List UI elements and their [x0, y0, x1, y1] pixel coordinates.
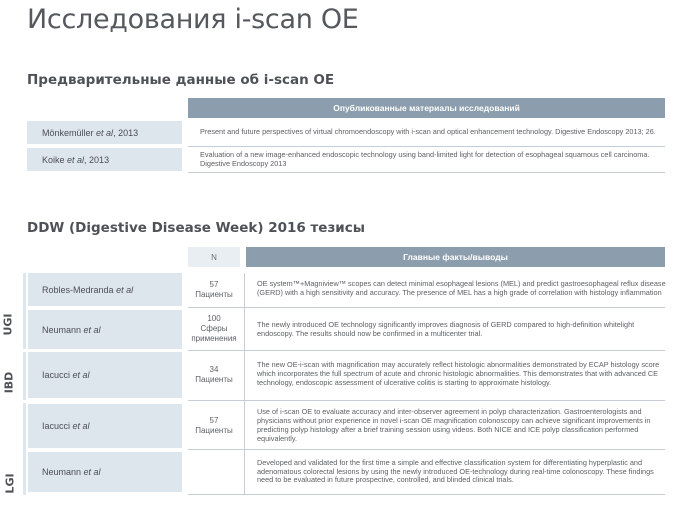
patient-count — [188, 452, 240, 492]
group-label-ibd: IBD — [2, 371, 16, 394]
abstract-conclusion: Developed and validated for the first time a simple and effective classification system for differentiating hyperplastic and adenomatous colorectal lesions by using the newly introduced OE-technology during real-time colonoscopy. These findings need to be evaluated in future prospective, controlled, and blinded clinical trials. — [257, 457, 654, 485]
study-author-cell — [27, 148, 182, 171]
study-author-cell — [27, 121, 182, 144]
abstract-author-cell — [28, 352, 182, 398]
facts-column-header: Главные факты/выводы — [246, 247, 665, 267]
row-divider — [188, 172, 665, 173]
study-citation: Present and future perspectives of virtual chromoendoscopy with i-scan and optical enhancement technology. Digestive Endoscopy 2013; 26. — [200, 127, 656, 137]
author-year: , 2013 — [113, 127, 139, 138]
abstract-author-cell — [28, 310, 182, 349]
group-label-lgi: LGI — [3, 473, 17, 494]
group-bar-lgi — [23, 403, 26, 495]
row-divider — [188, 494, 665, 495]
group-bar-ibd — [23, 352, 26, 400]
column-divider — [244, 273, 245, 495]
author-name: Neumann — [42, 467, 82, 477]
et-al: et al — [83, 467, 101, 477]
row-divider — [188, 307, 665, 308]
abstract-conclusion: OE system™+Magniview™ scopes can detect minimal esophageal lesions (MEL) and predict gastroesophageal reflux disease (GERD) with a high sensitivity and accuracy. The presence of MEL has a high grade of correlation with histology inflammation — [257, 279, 666, 297]
et-al: et al — [67, 154, 85, 165]
patient-count: 57 Пациенты — [188, 404, 240, 448]
section1-title: Предварительные данные об i-scan OE — [27, 72, 335, 88]
author-name: Koike — [42, 154, 65, 165]
page-title: Исследования i-scan OE — [27, 4, 359, 35]
et-al: et al — [72, 370, 90, 380]
group-label-ugi: UGI — [1, 313, 15, 336]
row-divider — [188, 400, 665, 401]
group-bar-ugi — [23, 273, 26, 349]
author-name: Iacucci — [42, 421, 71, 431]
study-citation: Evaluation of a new image-enhanced endoscopic technology using band-limited light for detection of esophageal squamous cell carcinoma. Digestive Endoscopy 2013 — [200, 149, 650, 168]
abstract-author-cell — [28, 273, 182, 306]
abstract-author-cell — [28, 404, 182, 448]
n-column-header: N — [188, 247, 240, 267]
row-divider — [188, 449, 665, 450]
patient-count: 57 Пациенты — [188, 273, 240, 306]
abstract-conclusion: The newly introduced OE technology significantly improves diagnosis of GERD compared to high-definition whitelight endoscopy. The results should now be confirmed in a multicenter trial. — [257, 319, 635, 338]
patient-count: 34 Пациенты — [188, 352, 240, 398]
et-al: et al — [96, 127, 114, 138]
et-al: et al — [116, 284, 134, 295]
patient-count: 100 Сферы применения — [188, 309, 240, 349]
abstract-author-cell — [28, 452, 182, 492]
author-name: Mönkemüller — [42, 127, 94, 138]
author-name: Robles-Medranda — [42, 284, 114, 295]
section2-title: DDW (Digestive Disease Week) 2016 тезисы — [27, 220, 365, 236]
author-name: Neumann — [42, 324, 82, 335]
et-al: et al — [72, 421, 90, 431]
author-year: , 2013 — [84, 154, 110, 165]
abstract-conclusion: The new OE-i-scan with magnification may accurately reflect histologic abnormalities demonstrated by ECAP histology score which incorporates the full spectrum of acute and chronic histologic abnormalities. This demonstrates that with advanced CE technology, endoscopic assessment of ulcerative colitis is starting to approximate histology. — [257, 360, 660, 387]
abstract-conclusion: Use of i-scan OE to evaluate accuracy and inter-observer agreement in polyp characterization. Gastroenterologists and physicians without prior experience in novel i-scan OE magnification colonoscopy can achieve significant improvements in predicting polyp histology after a brief training session using videos. Both NICE and ICE polyp classification performed equivalently. — [257, 407, 651, 443]
et-al: et al — [83, 324, 101, 335]
section1-column-header: Опубликованные материалы исследований — [188, 98, 665, 118]
row-divider — [188, 146, 665, 147]
author-name: Iacucci — [42, 370, 71, 380]
